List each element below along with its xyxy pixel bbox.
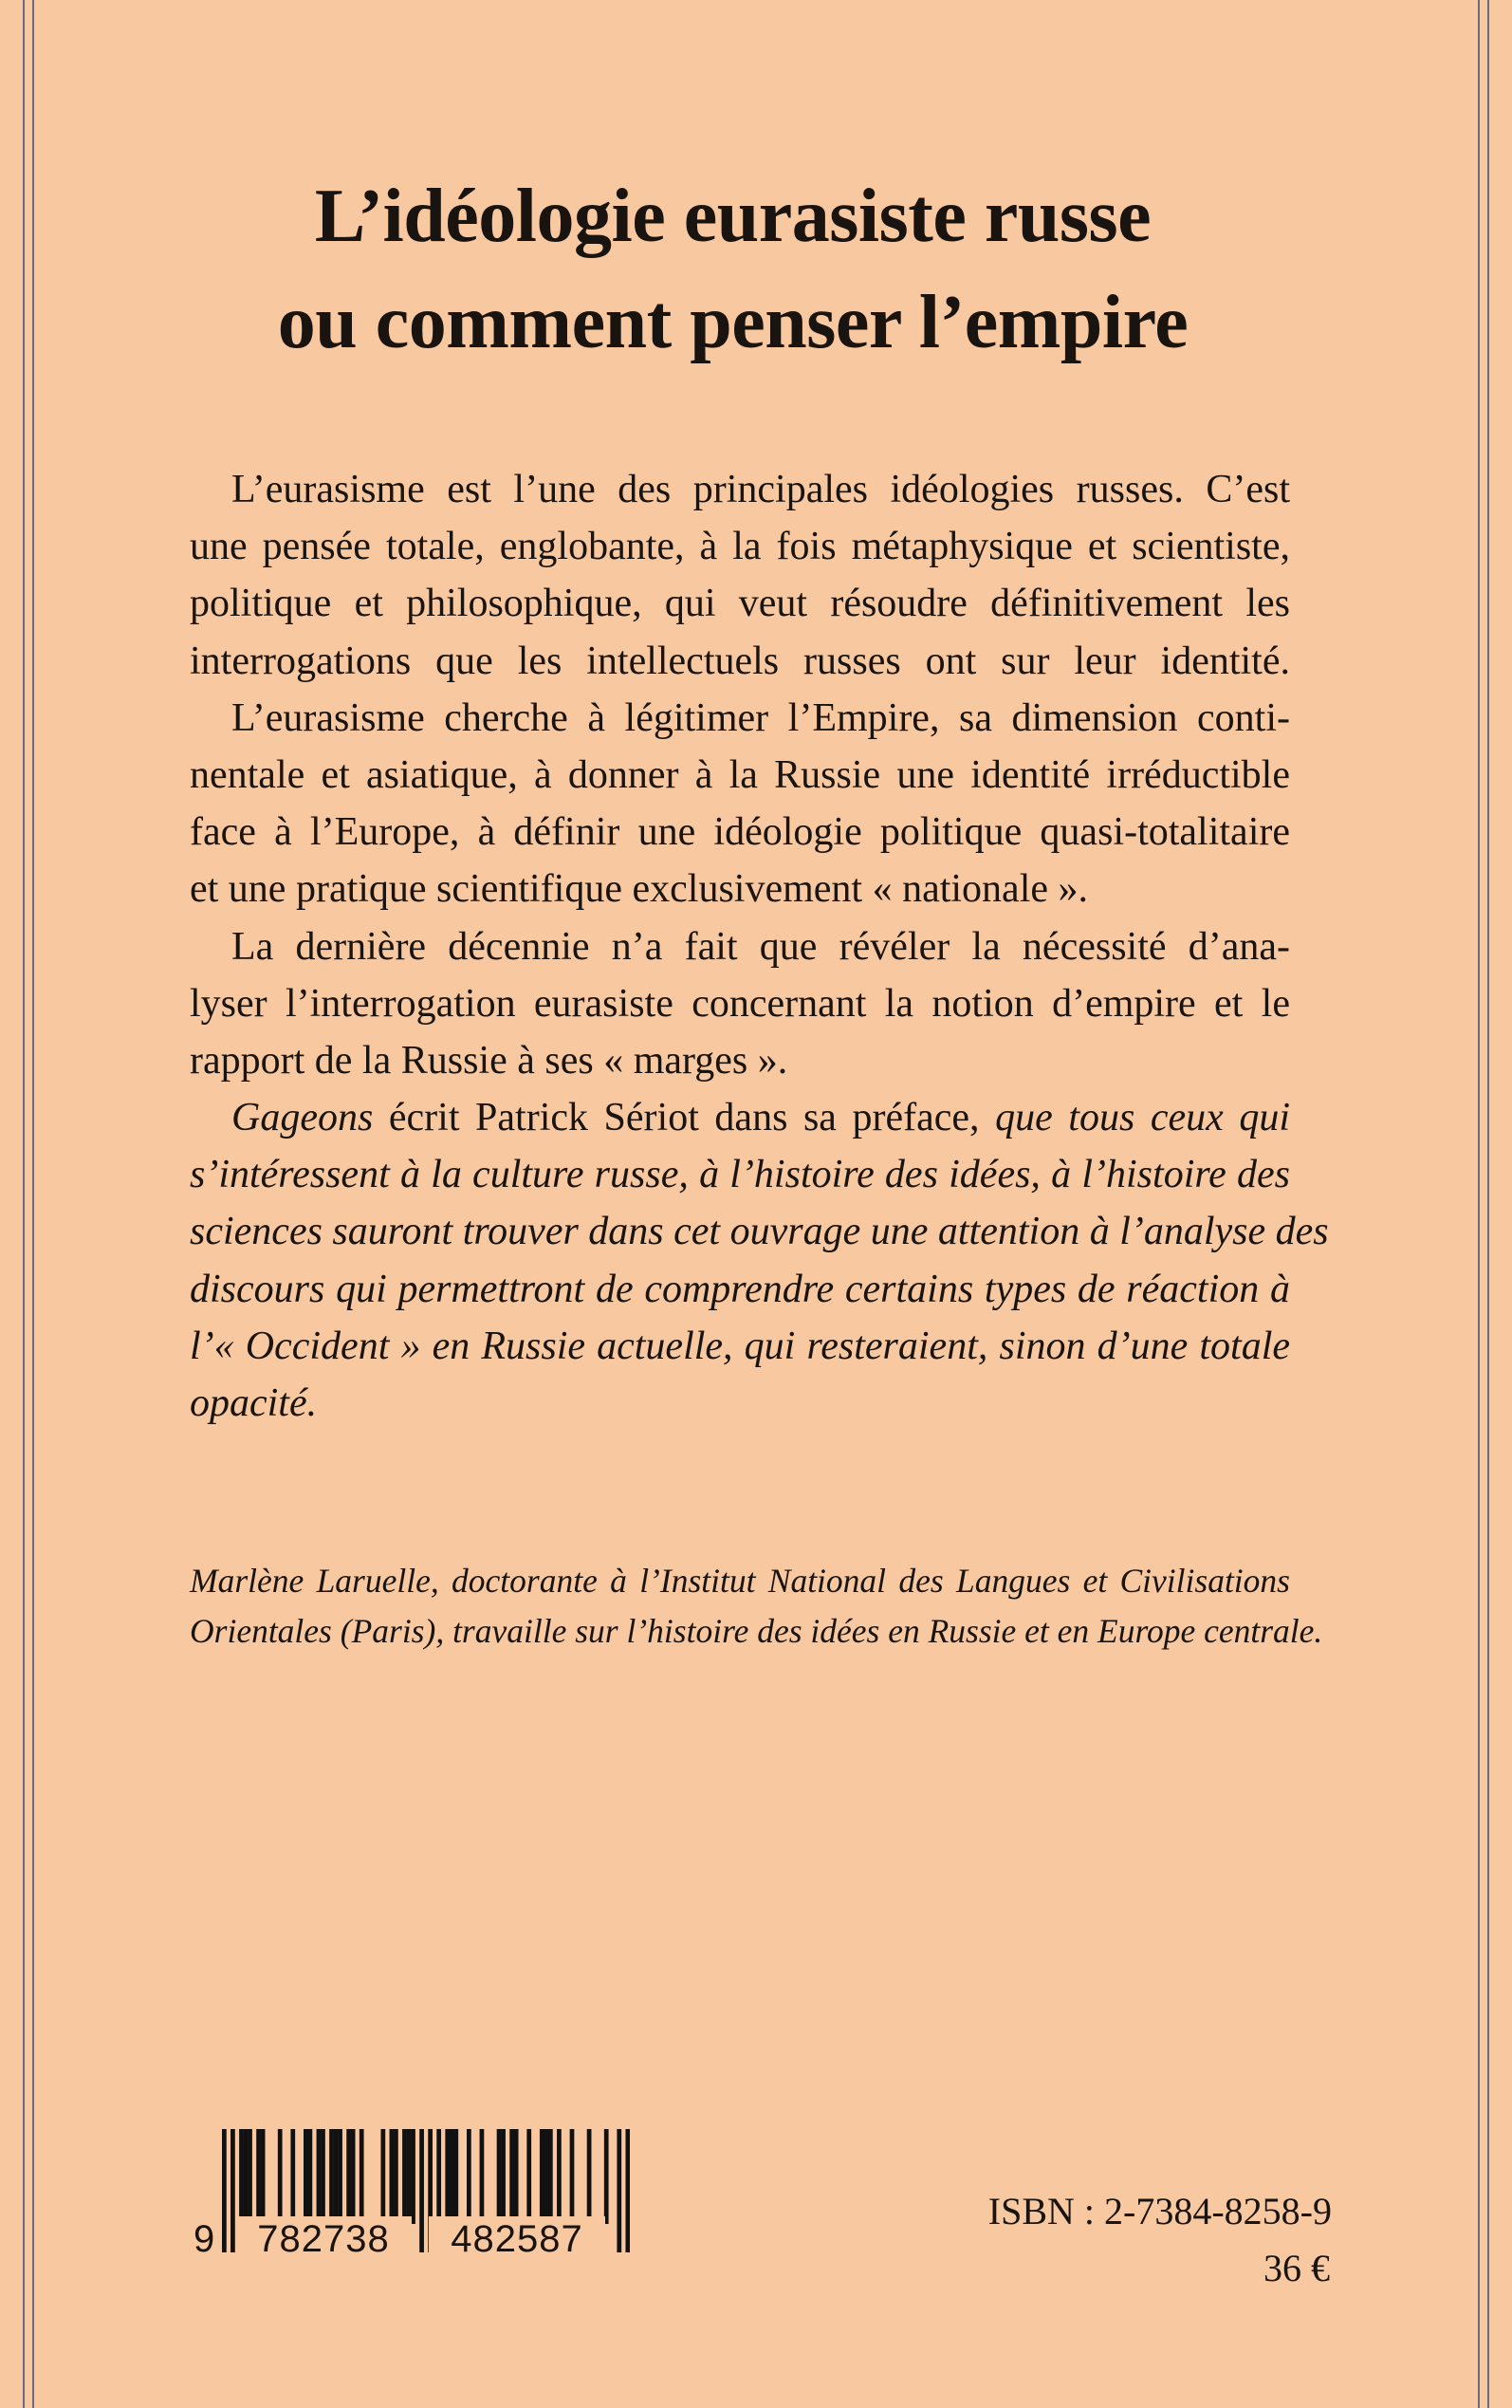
paragraph-1: [190, 461, 1290, 690]
barcode-bar: [467, 2129, 471, 2224]
paragraph-line: une pensée totale, englobante, à la fois métaphysique et scientiste,: [190, 525, 1290, 569]
quote-line: s’intéressent à la culture russe, à l’histoire des idées, à l’histoire des: [190, 1153, 1290, 1197]
barcode-bar: [239, 2129, 244, 2224]
barcode-group-1: 782738: [235, 2216, 412, 2262]
paragraph-line: nentale et asiatique, à donner à la Russie une identité irréductible: [190, 752, 1290, 797]
barcode-bar: [514, 2129, 519, 2224]
paragraph-line: face à l’Europe, à définir une idéologie politique quasi-totalitaire: [190, 810, 1290, 855]
blurb-body: [190, 461, 1329, 1432]
barcode-bar: [548, 2129, 553, 2224]
paragraph-line: rapport de la Russie à ses « marges ».: [190, 1038, 788, 1083]
paragraph-line: L’eurasisme est l’une des principales idéologies russes. C’est: [231, 468, 1290, 511]
paragraph-line: politique et philosophique, qui veut résoudre définitivement les: [190, 582, 1290, 626]
barcode-bar: [278, 2129, 283, 2224]
barcode-bar: [570, 2129, 575, 2224]
paragraph-line: La dernière décennie n’a fait que révéler la nécessité d’ana-: [231, 924, 1290, 969]
paragraph-3: [190, 918, 1290, 1090]
barcode-bar: [360, 2129, 364, 2224]
barcode-first-digit: 9: [194, 2218, 216, 2260]
barcode-bar: [450, 2129, 454, 2224]
quote-line: sciences sauront trouver dans cet ouvrage une attention à l’analyse des: [190, 1210, 1329, 1254]
quote-lead: Gageons: [231, 1096, 374, 1140]
barcode-bar: [304, 2129, 308, 2224]
paragraph-2: [190, 690, 1290, 918]
barcode-bar: [587, 2129, 592, 2224]
barcode-bar: [604, 2129, 609, 2224]
quote-line-1-rest: que tous ceux qui: [995, 1096, 1290, 1140]
author-bio: [190, 1556, 1323, 1657]
barcode-bar: [390, 2129, 395, 2224]
barcode-bar: [445, 2129, 450, 2224]
barcode-bar: [338, 2129, 342, 2224]
barcode-bar: [526, 2129, 531, 2224]
barcode-bar: [402, 2129, 407, 2224]
author-bio-line: Marlène Laruelle, doctorante à l’Institut National des Langues et Civilisations: [190, 1562, 1290, 1600]
book-title-line-1: L’idéologie eurasiste russe: [314, 175, 1152, 258]
barcode-bar: [334, 2129, 339, 2224]
paragraph-line: et une pratique scientifique exclusivement « nationale ».: [190, 867, 1089, 912]
barcode-bar: [411, 2129, 415, 2224]
barcode-bar: [308, 2129, 313, 2224]
quote-line: opacité.: [190, 1381, 318, 1425]
barcode-bar: [248, 2129, 252, 2224]
quote-line-first: [190, 1089, 1290, 1146]
barcode-bar: [497, 2129, 502, 2224]
paragraph-line: lyser l’interrogation eurasiste concernant la notion d’empire et le: [190, 981, 1290, 1026]
paragraph-line: interrogations que les intellectuels russes ont sur leur identité.: [190, 639, 1290, 683]
barcode-bar: [557, 2129, 562, 2224]
barcode-digits: [194, 2216, 639, 2262]
left-border-rule-outer: [23, 0, 25, 2408]
barcode-bar: [394, 2129, 398, 2224]
left-border-rule-inner: [32, 0, 34, 2408]
barcode-bar: [346, 2129, 351, 2224]
quote-line: l’« Occident » en Russie actuelle, qui resteraient, sinon d’une totale: [190, 1324, 1290, 1368]
barcode-bar: [317, 2129, 322, 2224]
barcode-bar: [509, 2129, 514, 2224]
book-title-line-2: ou comment penser l’empire: [277, 281, 1189, 364]
barcode-bar: [329, 2129, 334, 2224]
barcode-bar: [261, 2129, 266, 2224]
paragraph-line: L’eurasisme cherche à légitimer l’Empire, sa dimension conti-: [231, 695, 1290, 740]
barcode-bar: [436, 2129, 441, 2224]
barcode-bar: [256, 2129, 261, 2224]
barcode-bar: [321, 2129, 325, 2224]
author-bio-line: Orientales (Paris), travaille sur l’histoire des idées en Russie et en Europe centrale.: [190, 1612, 1323, 1650]
barcode-bar: [544, 2129, 548, 2224]
barcode-bar: [480, 2129, 485, 2224]
barcode-bar: [244, 2129, 249, 2224]
barcode-bar: [407, 2129, 412, 2224]
barcode-bar: [380, 2129, 385, 2224]
barcode-bar: [453, 2129, 458, 2224]
paragraph-quote: [190, 1089, 1329, 1432]
right-border-rule-inner: [1478, 0, 1480, 2408]
isbn-number: ISBN : 2-7384-8258-9: [987, 2190, 1332, 2232]
barcode-bar: [540, 2129, 544, 2224]
barcode-group-2: 482587: [429, 2216, 605, 2262]
price: 36 €: [1263, 2247, 1330, 2289]
quote-line: discours qui permettront de comprendre certains types de réaction à: [190, 1267, 1290, 1311]
barcode-bar: [290, 2129, 295, 2224]
quote-attribution: écrit Patrick Sériot dans sa préface,: [373, 1096, 996, 1140]
barcode-bar: [351, 2129, 356, 2224]
right-border-rule-outer: [1487, 0, 1489, 2408]
barcode-bar: [501, 2129, 506, 2224]
